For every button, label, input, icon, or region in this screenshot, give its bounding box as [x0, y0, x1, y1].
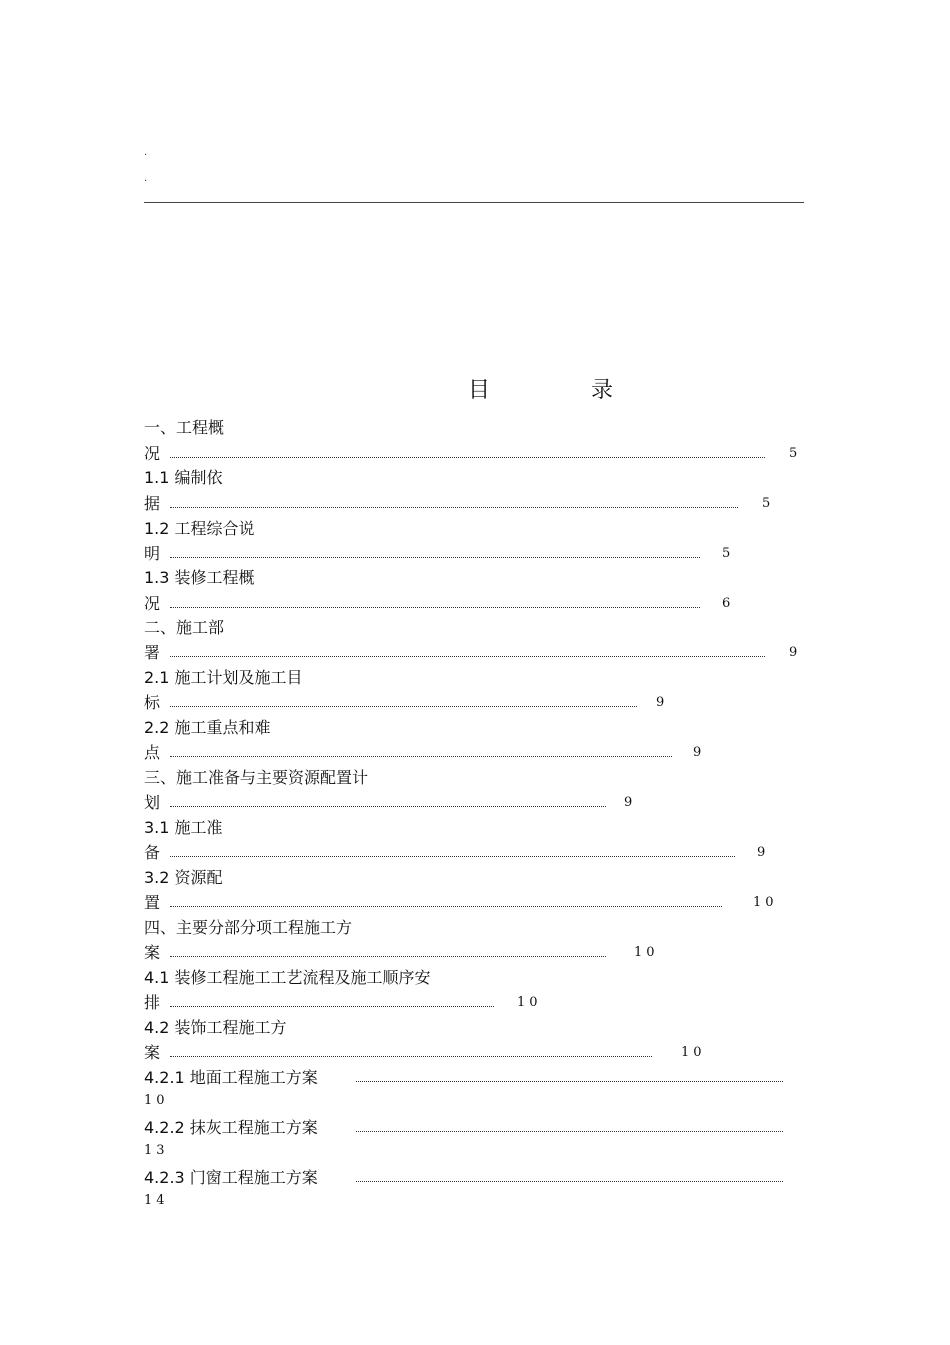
toc-entry-title-cont: 标 [144, 693, 161, 712]
toc-entry-title: 3.2 资源配 [144, 868, 223, 887]
toc-leader-dots [170, 956, 606, 957]
toc-page-number: 5 [762, 496, 775, 511]
toc-entry-title: 4.2.2 抹灰工程施工方案 [144, 1118, 318, 1137]
toc-entry-title: 1.3 装修工程概 [144, 568, 255, 587]
toc-entry-title: 3.1 施工准 [144, 818, 223, 837]
toc-page-number: 6 [722, 596, 735, 611]
toc-page-number: 10 [753, 895, 778, 910]
toc-entry-title: 4.2.3 门窗工程施工方案 [144, 1168, 318, 1187]
toc-page-number: 14 [144, 1193, 169, 1208]
toc-page-number: 9 [789, 645, 802, 660]
toc-entry-title: 4.2.1 地面工程施工方案 [144, 1068, 318, 1087]
toc-title-char: 录 [591, 378, 614, 403]
toc-entry-title: 三、施工准备与主要资源配置计 [144, 768, 369, 787]
toc-page-number: 9 [757, 845, 770, 860]
toc-leader-dots [170, 656, 765, 657]
toc-entry-title: 1.1 编制依 [144, 468, 223, 487]
toc-page-number: 13 [144, 1143, 169, 1158]
toc-page-number: 10 [681, 1045, 706, 1060]
toc-leader-dots [170, 856, 735, 857]
toc-leader-dots [170, 557, 700, 558]
toc-page-number: 10 [634, 945, 659, 960]
toc-title-char: 目 [468, 378, 491, 403]
toc-page-number: 9 [693, 745, 706, 760]
toc-entry-title: 4.1 装修工程施工工艺流程及施工顺序安 [144, 968, 431, 987]
toc-entry-title: 2.1 施工计划及施工目 [144, 668, 303, 687]
toc-page-number: 9 [624, 795, 637, 810]
toc-leader-dots [170, 1006, 494, 1007]
toc-leader-dots [170, 906, 722, 907]
toc-entry-title-cont: 据 [144, 494, 161, 513]
toc-entry-title-cont: 署 [144, 643, 161, 662]
toc-entry-title-cont: 况 [144, 594, 161, 613]
toc-leader-dots [356, 1181, 783, 1182]
toc-entry-title-cont: 点 [144, 743, 161, 762]
toc-entry-title-cont: 置 [144, 893, 161, 912]
header-mark: . [144, 147, 148, 158]
toc-entry-title: 1.2 工程综合说 [144, 519, 255, 538]
toc-page-number: 10 [144, 1093, 169, 1108]
toc-entry-title-cont: 明 [144, 544, 161, 563]
toc-entry-title: 4.2 装饰工程施工方 [144, 1018, 287, 1037]
toc-entry-title-cont: 况 [144, 444, 161, 463]
toc-leader-dots [170, 706, 637, 707]
toc-leader-dots [170, 806, 606, 807]
toc-entry-title: 二、施工部 [144, 618, 225, 637]
toc-entry-title: 一、工程概 [144, 418, 225, 437]
toc-page-number: 5 [789, 446, 802, 461]
toc-leader-dots [356, 1131, 783, 1132]
toc-leader-dots [170, 607, 700, 608]
toc-page-number: 10 [517, 995, 542, 1010]
toc-page-number: 9 [656, 695, 669, 710]
toc-leader-dots [356, 1081, 783, 1082]
header-mark: . [144, 173, 148, 184]
toc-leader-dots [170, 1056, 652, 1057]
toc-entry-title: 2.2 施工重点和难 [144, 718, 271, 737]
toc-entry-title-cont: 划 [144, 793, 161, 812]
toc-leader-dots [170, 507, 738, 508]
toc-leader-dots [170, 457, 765, 458]
toc-entry-title-cont: 案 [144, 1043, 161, 1062]
toc-entry-title-cont: 排 [144, 993, 161, 1012]
toc-entry-title: 四、主要分部分项工程施工方 [144, 918, 353, 937]
toc-entry-title-cont: 案 [144, 943, 161, 962]
toc-entry-title-cont: 备 [144, 843, 161, 862]
toc-leader-dots [170, 756, 672, 757]
toc-page-number: 5 [722, 546, 735, 561]
